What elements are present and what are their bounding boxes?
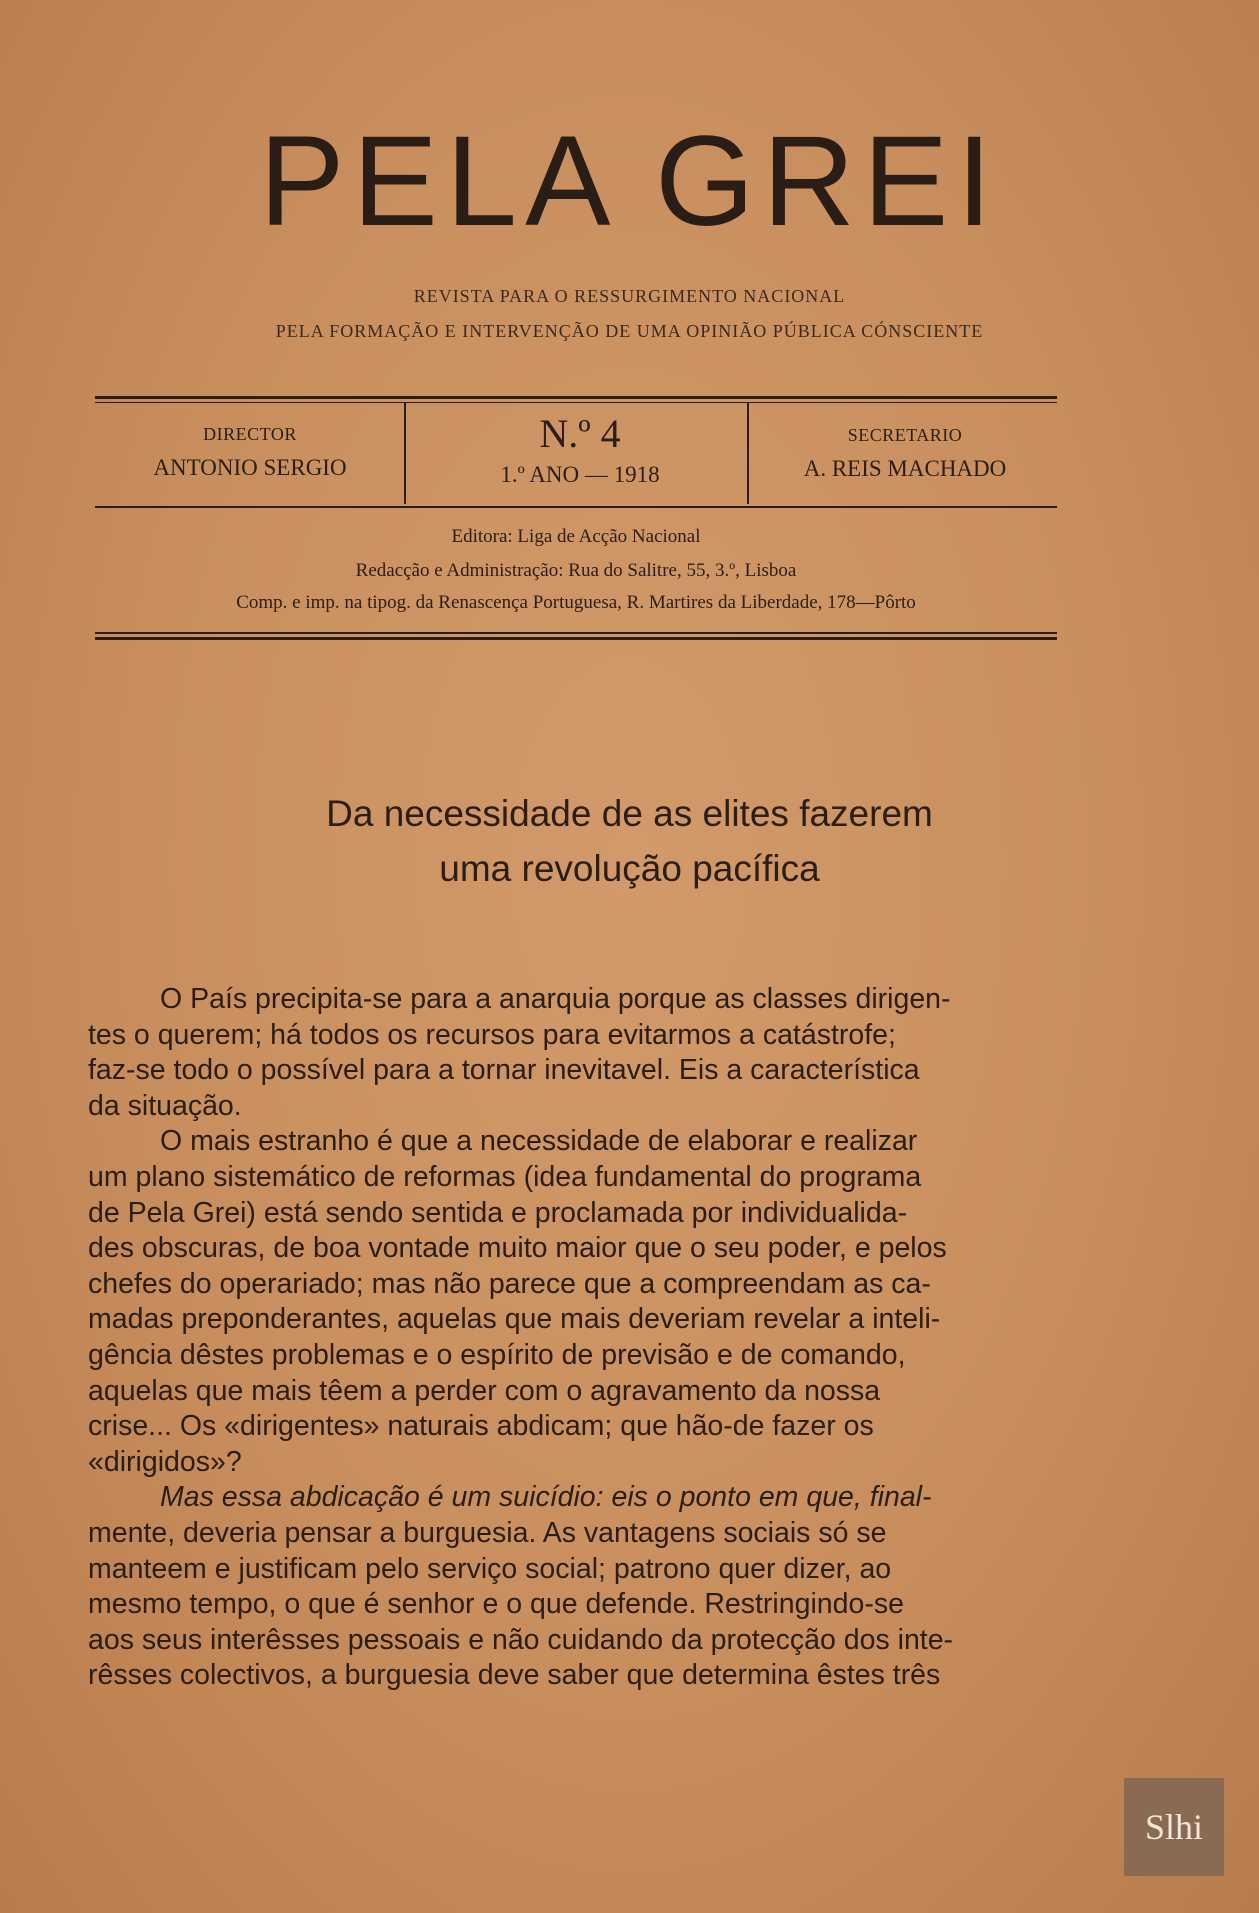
- publisher-line-1: Editora: Liga de Acção Nacional: [451, 526, 701, 547]
- column-divider-left: [404, 402, 406, 504]
- article-title-line-2: uma revolução pacífica: [439, 848, 820, 889]
- magazine-title: PELA GREI: [259, 110, 1000, 253]
- body-line: des obscuras, de boa vontade muito maior que o seu poder, e pelos: [88, 1232, 947, 1265]
- body-line: mente, deveria pensar a burguesia. As vantagens sociais só se: [88, 1516, 887, 1549]
- body-line: aquelas que mais têem a perder com o agravamento da nossa: [88, 1374, 881, 1407]
- bottom-rule-2: [95, 637, 1057, 640]
- article-title-line-1: Da necessidade de as elites fazerem: [326, 793, 933, 834]
- magazine-subtitle-2: PELA FORMAÇÃO E INTERVENÇÃO DE UMA OPINIÃO PÚBLICA CÓNSCIENTE: [275, 321, 984, 341]
- issue-year: 1.º ANO — 1918: [500, 462, 660, 487]
- top-thin-rule: [95, 402, 1057, 403]
- body-line: mesmo tempo, o que é senhor e o que defende. Restringindo-se: [88, 1588, 904, 1621]
- body-line: crise... Os «dirigentes» naturais abdicam; que hão-de fazer os: [88, 1410, 874, 1443]
- body-line: de Pela Grei) está sendo sentida e proclamada por individualida-: [88, 1196, 908, 1229]
- top-double-rule: [95, 396, 1057, 399]
- body-line: «dirigidos»?: [88, 1445, 242, 1478]
- body-line: Mas essa abdicação é um suicídio: eis o ponto em que, final-: [160, 1481, 932, 1514]
- body-line: da situação.: [88, 1089, 242, 1122]
- magazine-subtitle-1: REVISTA PARA O RESSURGIMENTO NACIONAL: [413, 286, 846, 306]
- body-line: madas preponderantes, aquelas que mais deveriam revelar a inteli-: [88, 1303, 941, 1336]
- article-body: [88, 982, 1048, 1694]
- column-divider-right: [747, 402, 749, 504]
- issue-number: N.º 4: [539, 411, 621, 456]
- body-line: O mais estranho é que a necessidade de elaborar e realizar: [160, 1125, 918, 1158]
- secretary-name: A. REIS MACHADO: [803, 456, 1007, 481]
- director-label: DIRECTOR: [203, 424, 297, 444]
- body-line: faz-se todo o possível para a tornar inevitavel. Eis a característica: [88, 1054, 920, 1087]
- secretary-label: SECRETARIO: [847, 425, 963, 445]
- archive-logo: Slhi: [1124, 1778, 1224, 1876]
- bottom-rule-1: [95, 632, 1057, 634]
- body-line: tes o querem; há todos os recursos para evitarmos a catástrofe;: [88, 1018, 896, 1051]
- info-bottom-rule: [95, 506, 1057, 508]
- body-line: aos seus interêsses pessoais e não cuidando da protecção dos inte-: [88, 1623, 954, 1656]
- body-line: manteem e justificam pelo serviço social; patrono quer dizer, ao: [88, 1552, 892, 1585]
- publisher-line-3: Comp. e imp. na tipog. da Renascença Portuguesa, R. Martires da Liberdade, 178—Pôrto: [236, 592, 916, 613]
- body-line: rêsses colectivos, a burguesia deve saber que determina êstes três: [88, 1659, 941, 1692]
- body-line: O País precipita-se para a anarquia porque as classes dirigen-: [160, 983, 951, 1015]
- body-line: um plano sistemático de reformas (idea fundamental do programa: [88, 1160, 922, 1193]
- director-name: ANTONIO SERGIO: [153, 455, 347, 480]
- body-line: gência dêstes problemas e o espírito de previsão e de comando,: [88, 1338, 906, 1371]
- body-line: chefes do operariado; mas não parece que a compreendam as ca-: [88, 1267, 931, 1300]
- publisher-line-2: Redacção e Administração: Rua do Salitre, 55, 3.º, Lisboa: [355, 560, 797, 581]
